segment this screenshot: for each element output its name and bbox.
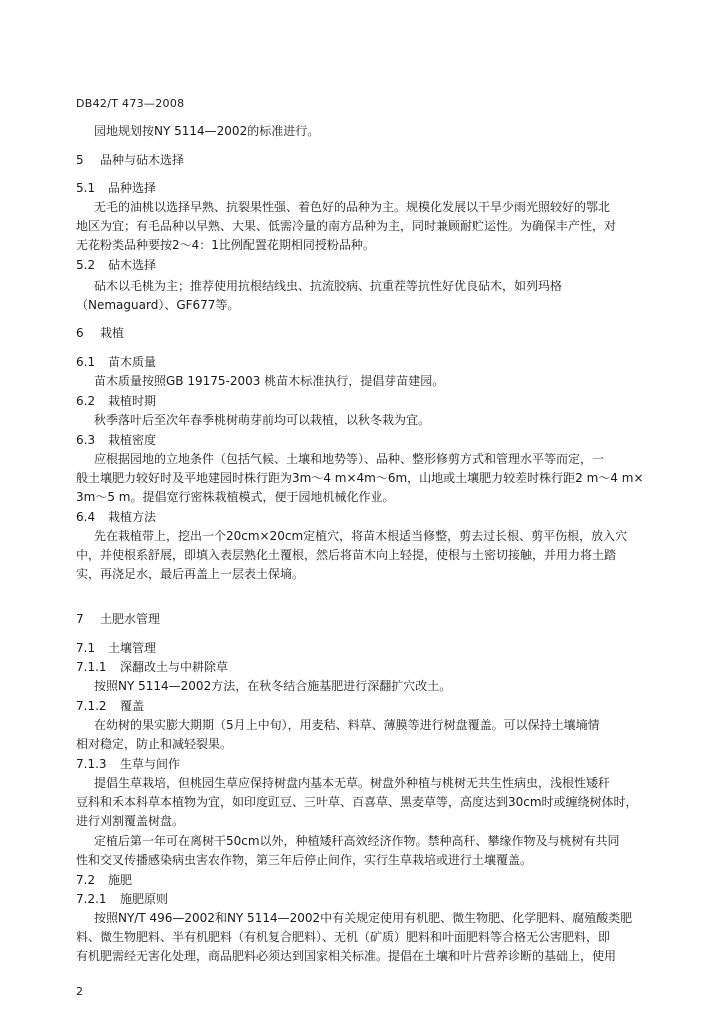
section-heading-7: [76, 612, 160, 626]
subsubsection-number: 7.1.1: [76, 660, 107, 674]
subsection-heading-6-4: [76, 510, 156, 524]
subsection-title: 土壤管理: [108, 641, 157, 655]
subsubsection-heading-7-1-1: [76, 660, 228, 674]
paragraph-line: 砧木以毛桃为主；推荐使用抗根结线虫、抗流胶病、抗重茬等抗性好优良砧木，如列玛格: [94, 279, 563, 293]
section-title: 土肥水管理: [100, 612, 161, 626]
paragraph-line: 按照NY/T 496—2002和NY 5114—2002中有关规定使用有机肥、微生物肥、化学肥料、腐殖酸类肥: [94, 911, 633, 925]
paragraph-line: 园地规划按NY 5114—2002的标准进行。: [94, 124, 320, 138]
paragraph-line: 无毛的油桃以选择早熟、抗裂果性强、着色好的品种为主。规模化发展以干旱少雨光照较好的鄂北: [94, 200, 611, 214]
subsection-heading-6-1: [76, 355, 156, 369]
paragraph-line: 有机肥需经无害化处理，商品肥料必须达到国家相关标准。提倡在土壤和叶片营养诊断的基础上，使用: [76, 949, 617, 963]
subsubsection-title: 生草与间作: [120, 757, 181, 771]
subsubsection-title: 施肥原则: [120, 892, 169, 906]
subsection-title: 栽植密度: [108, 433, 157, 447]
subsection-number: 6.4: [76, 510, 96, 524]
section-heading-5: [76, 153, 184, 167]
subsection-number: 6.3: [76, 433, 96, 447]
paragraph-line: 无花粉类品种要按2～4：1比例配置花期相同授粉品种。: [76, 238, 375, 252]
subsubsection-number: 7.1.3: [76, 757, 107, 771]
subsection-heading-5-1: [76, 181, 156, 195]
section-title: 栽植: [100, 326, 125, 340]
paragraph-line: 相对稳定，防止和减轻裂果。: [76, 737, 233, 751]
paragraph-line: 定植后第一年可在离树干50cm以外，种植矮秆高效经济作物。禁种高秆、攀缘作物及与桃树有共同: [94, 834, 620, 848]
subsubsection-heading-7-1-3: [76, 757, 180, 771]
subsubsection-number: 7.1.2: [76, 699, 107, 713]
paragraph-line: 料、微生物肥料、半有机肥料（有机复合肥料）、无机（矿质）肥料和叶面肥料等合格无公害肥料，即: [76, 930, 611, 944]
section-number: 5: [76, 153, 84, 167]
subsection-title: 施肥: [108, 873, 133, 887]
subsection-heading-7-2: [76, 873, 132, 887]
subsection-number: 5.2: [76, 258, 96, 272]
subsection-number: 6.1: [76, 355, 96, 369]
subsection-heading-5-2: [76, 258, 156, 272]
subsection-number: 5.1: [76, 181, 96, 195]
subsection-number: 6.2: [76, 394, 96, 408]
paragraph-line: 地区为宜；有毛品种以早熟、大果、低需冷量的南方品种为主，同时兼顾耐贮运性。为确保丰产性，对: [76, 219, 617, 233]
subsection-heading-7-1: [76, 641, 156, 655]
paragraph-line: 般土壤肥力较好时及平地建园时株行距为3m～4 m×4m～6m，山地或土壤肥力较差时株行距2 m～4 m×: [76, 471, 644, 485]
subsubsection-heading-7-2-1: [76, 892, 168, 906]
paragraph-line: 苗木质量按照GB 19175-2003 桃苗木标准执行，提倡芽苗建园。: [94, 374, 445, 388]
paragraph-line: 进行刈割覆盖树盘。: [76, 814, 185, 828]
subsection-title: 栽植方法: [108, 510, 157, 524]
paragraph-line: 提倡生草栽培，但桃园生草应保持树盘内基本无草。树盘外种植与桃树无共生性病虫，浅根性矮秆: [94, 776, 611, 790]
paragraph-line: 3m～5 m。提倡宽行密株栽植模式，便于园地机械化作业。: [76, 490, 395, 504]
document-code-header: DB42/T 473—2008: [76, 97, 185, 110]
subsection-heading-6-3: [76, 433, 156, 447]
paragraph-line: 应根据园地的立地条件（包括气候、土壤和地势等）、品种、整形修剪方式和管理水平等而定，一: [94, 452, 605, 466]
section-number: 7: [76, 612, 84, 626]
paragraph-line: 先在栽植带上，挖出一个20cm×20cm定植穴，将苗木根适当修整，剪去过长根、剪平伤根，放入穴: [94, 529, 628, 543]
section-heading-6: [76, 326, 124, 340]
subsection-heading-6-2: [76, 394, 156, 408]
paragraph-line: 秋季落叶后至次年春季桃树萌芽前均可以栽植，以秋冬栽为宜。: [94, 413, 431, 427]
paragraph-line: 在幼树的果实膨大期期（5月上中旬），用麦秸、料草、薄膜等进行树盘覆盖。可以保持土壤墒情: [94, 718, 600, 732]
paragraph-line: 豆科和禾本科草本植物为宜，如印度豇豆、三叶草、百喜草、黑麦草等，高度达到30cm时或缠绕树体时，: [76, 795, 638, 809]
paragraph-line: 实，再浇足水，最后再盖上一层表土保墒。: [76, 567, 305, 581]
page-number: 2: [76, 985, 83, 998]
subsubsection-title: 覆盖: [120, 699, 145, 713]
subsection-number: 7.2: [76, 873, 96, 887]
subsubsection-heading-7-1-2: [76, 699, 144, 713]
subsubsection-number: 7.2.1: [76, 892, 107, 906]
subsection-title: 栽植时期: [108, 394, 157, 408]
paragraph-line: 按照NY 5114—2002方法，在秋冬结合施基肥进行深翻扩穴改土。: [94, 679, 452, 693]
section-number: 6: [76, 326, 84, 340]
paragraph-line: 中，并使根系舒展，即填入表层熟化土覆根，然后将苗木向上轻提，使根与土密切接触，并用力将土踏: [76, 548, 617, 562]
subsection-title: 品种选择: [108, 181, 157, 195]
section-title: 品种与砧木选择: [100, 153, 185, 167]
paragraph-line: 性和交叉传播感染病虫害农作物，第三年后停止间作，实行生草栽培或进行土壤覆盖。: [76, 853, 533, 867]
paragraph-line: （Nemaguard）、GF677等。: [76, 298, 240, 312]
subsection-title: 苗木质量: [108, 355, 157, 369]
subsection-number: 7.1: [76, 641, 96, 655]
subsection-title: 砧木选择: [108, 258, 157, 272]
subsubsection-title: 深翻改土与中耕除草: [120, 660, 229, 674]
